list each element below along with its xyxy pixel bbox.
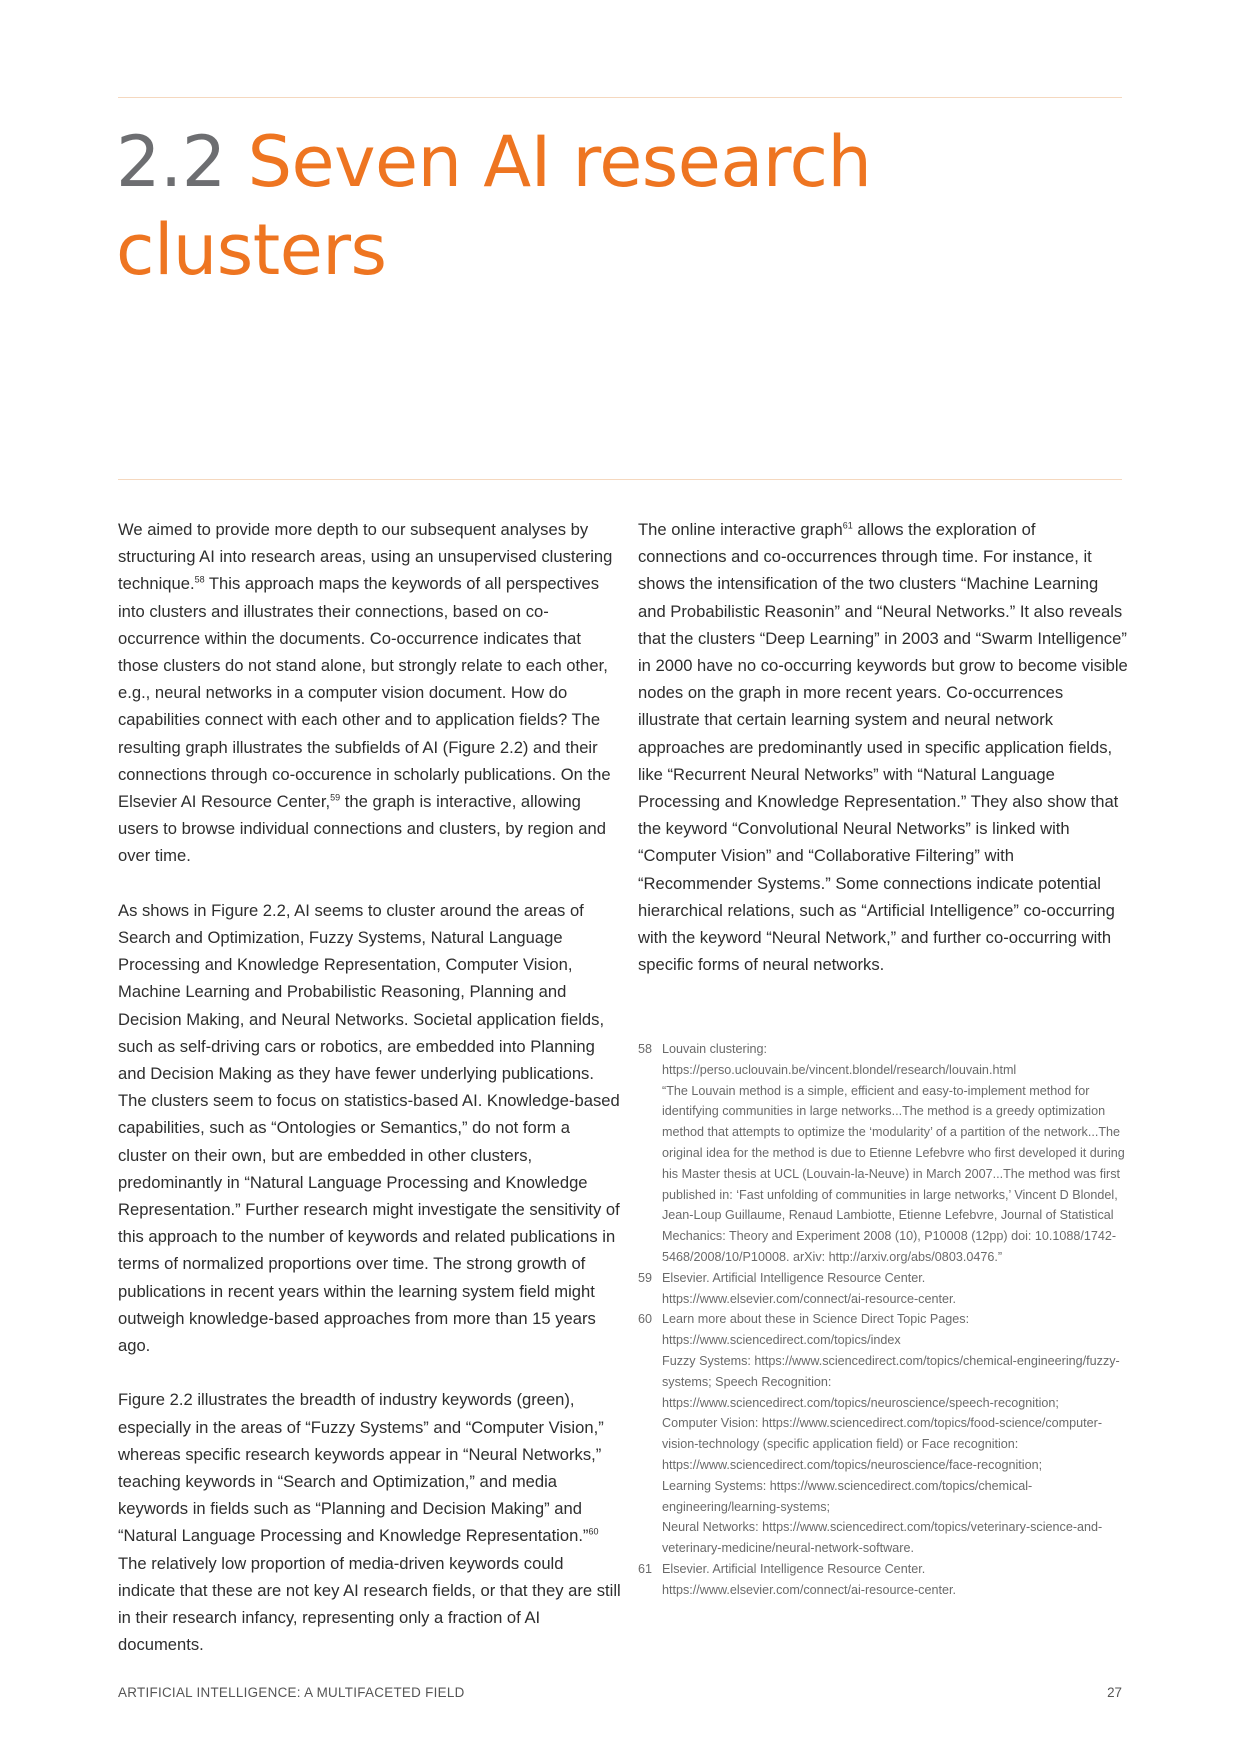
footnotes — [638, 1039, 1128, 1601]
footnote-text: Elsevier. Artificial Intelligence Resource Center. — [662, 1270, 926, 1285]
footnote-link[interactable]: https://www.sciencedirect.com/topics/index — [662, 1333, 901, 1348]
paragraph: As shows in Figure 2.2, AI seems to cluster around the areas of Search and Optimization, Fuzzy Systems, Natural Language Processing and Knowledge Representation, Computer Vision, Machine Learning and Probabilistic Reasoning, Planning and Decision Making, and Neural Networks. Societal application fields, such as self-driving cars or robotics, are embedded into Planning and Decision Making as they have fewer underlying publications. The clusters seem to focus on statistics-based AI. Knowledge-based capabilities, such as “Ontologies or Semantics,” do not form a cluster on their own, but are embedded in other clusters, predominantly in “Natural Language Processing and Knowledge Representation.” Further research might investigate the sensitivity of this approach to the number of keywords and related publications in terms of normalized proportions over time. The strong growth of publications in recent years within the learning system field might outweigh knowledge-based approaches from more than 15 years ago. — [118, 900, 620, 1356]
section-number: 2.2 — [116, 121, 226, 203]
right-column — [638, 516, 1128, 978]
paragraph-text: the graph is interactive, allowing users to browse individual connections and clusters, by region and over time. — [118, 792, 606, 866]
paragraph-text: We aimed to provide more depth to our subsequent analyses by structuring AI into research areas, using an unsupervised clustering technique. — [118, 520, 613, 594]
footnote-link[interactable]: https://www.elsevier.com/connect/ai-resource-center. — [662, 1582, 956, 1597]
paragraph — [118, 516, 623, 870]
footnote-text[interactable]: Fuzzy Systems: https://www.sciencedirect.com/topics/chemical-engineering/fuzzy-systems; Speech Recognition: — [662, 1353, 1120, 1389]
footnote-ref-59[interactable]: 59 — [330, 792, 341, 803]
footnote-number: 61 — [638, 1561, 653, 1576]
footnote-text: Elsevier. Artificial Intelligence Resource Center. — [662, 1561, 926, 1576]
top-divider — [118, 97, 1122, 98]
footnote-text: “The Louvain method is a simple, efficient and easy-to-implement method for identifying communities in large networks...The method is a greedy optimization method that attempts to optimize the ‘modularity’ of a partition of the network...The original idea for the method is due to Etienne Lefebvre who first developed it during his Master thesis at UCL (Louvain-la-Neuve) in March 2007...The method was first published in: ‘Fast unfolding of communities in large networks,’ Vincent D Blondel, Jean-Loup Guillaume, Renaud Lambiotte, Etienne Lefebvre, Journal of Statistical Mechanics: Theory and Experiment 2008 (10), P10008 (12pp) doi: 10.1088/1742-5468/2008/10/P10008. arXiv: http://arxiv.org/abs/0803.0476.” — [662, 1083, 1125, 1264]
footnote-number: 59 — [638, 1270, 653, 1285]
paragraph-text: Figure 2.2 illustrates the breadth of industry keywords (green), especially in the areas of “Fuzzy Systems” and “Computer Vision,” whereas specific research keywords appear in “Neural Networks,” teaching keywords in “Search and Optimization,” and media keywords in fields such as “Planning and Decision Making” and “Natural Language Processing and Knowledge Representation.” — [118, 1390, 604, 1546]
page-number: 27 — [1107, 1685, 1122, 1700]
footnote-58 — [638, 1039, 1128, 1268]
section-title-line2: clusters — [116, 209, 387, 291]
paragraph-text: The online interactive graph — [638, 520, 843, 539]
footnote-link[interactable]: https://www.elsevier.com/connect/ai-resource-center. — [662, 1291, 956, 1306]
footnote-text[interactable]: Learning Systems: https://www.sciencedirect.com/topics/chemical-engineering/learning-systems; — [662, 1478, 1033, 1514]
section-divider — [118, 479, 1122, 480]
running-footer-title: ARTIFICIAL INTELLIGENCE: A MULTIFACETED FIELD — [118, 1685, 465, 1700]
paragraph — [118, 1386, 623, 1658]
paragraph-text: allows the exploration of connections and co-occurrences through time. For instance, it shows the intensification of the two clusters “Machine Learning and Probabilistic Reasonin” and “Neural Networks.” It also reveals that the clusters “Deep Learning” in 2003 and “Swarm Intelligence” in 2000 have no co-occurring keywords but grow to become visible nodes on the graph in more recent years. Co-occurrences illustrate that certain learning system and neural network approaches are predominantly used in specific application fields, like “Recurrent Neural Networks” with “Natural Language Processing and Knowledge Representation.” They also show that the keyword “Convolutional Neural Networks” is linked with “Computer Vision” and “Collaborative Filtering” with “Recommender Systems.” Some connections indicate potential hierarchical relations, such as “Artificial Intelligence” co-occurring with the keyword “Neural Network,” and further co-occurring with specific forms of neural networks. — [638, 520, 1128, 975]
footnote-link[interactable]: https://www.sciencedirect.com/topics/neuroscience/speech-recognition; — [662, 1395, 1059, 1410]
section-title-line1: Seven AI research — [247, 121, 872, 203]
paragraph — [638, 516, 1128, 978]
section-heading — [116, 118, 1016, 294]
paragraph-text: This approach maps the keywords of all perspectives into clusters and illustrates their connections, based on co-occurrence within the documents. Co-occurrence indicates that those clusters do not stand alone, but strongly relate to each other, e.g., neural networks in a computer vision document. How do capabilities connect with each other and to application fields? The resulting graph illustrates the subfields of AI (Figure 2.2) and their connections through co-occurence in scholarly publications. On the Elsevier AI Resource Center, — [118, 574, 611, 812]
footnote-ref-58[interactable]: 58 — [194, 574, 205, 585]
footnote-number: 60 — [638, 1312, 653, 1327]
footnote-link[interactable]: https://perso.uclouvain.be/vincent.blondel/research/louvain.html — [662, 1062, 1017, 1077]
footnote-ref-60[interactable]: 60 — [588, 1526, 599, 1537]
left-column — [118, 516, 623, 1659]
footnote-text[interactable]: Computer Vision: https://www.sciencedirect.com/topics/food-science/computer-vision-technology (specific application field) or Face recognition: — [662, 1416, 1103, 1452]
footnote-number: 58 — [638, 1042, 653, 1056]
footnote-ref-61[interactable]: 61 — [842, 520, 853, 531]
footnote-59 — [638, 1268, 1128, 1310]
footnote-link[interactable]: https://www.sciencedirect.com/topics/neuroscience/face-recognition; — [662, 1457, 1043, 1472]
paragraph-text: The relatively low proportion of media-driven keywords could indicate that these are not key AI research fields, or that they are still in their research infancy, representing only a fraction of AI documents. — [118, 1553, 621, 1655]
footnote-text[interactable]: Neural Networks: https://www.sciencedirect.com/topics/veterinary-science-and-veterinary-medicine/neural-network-software. — [662, 1520, 1103, 1556]
footnote-61 — [638, 1559, 1128, 1601]
footnote-60 — [638, 1309, 1128, 1559]
footnote-text: Louvain clustering: — [662, 1042, 768, 1056]
footnote-text: Learn more about these in Science Direct Topic Pages: — [662, 1312, 970, 1327]
